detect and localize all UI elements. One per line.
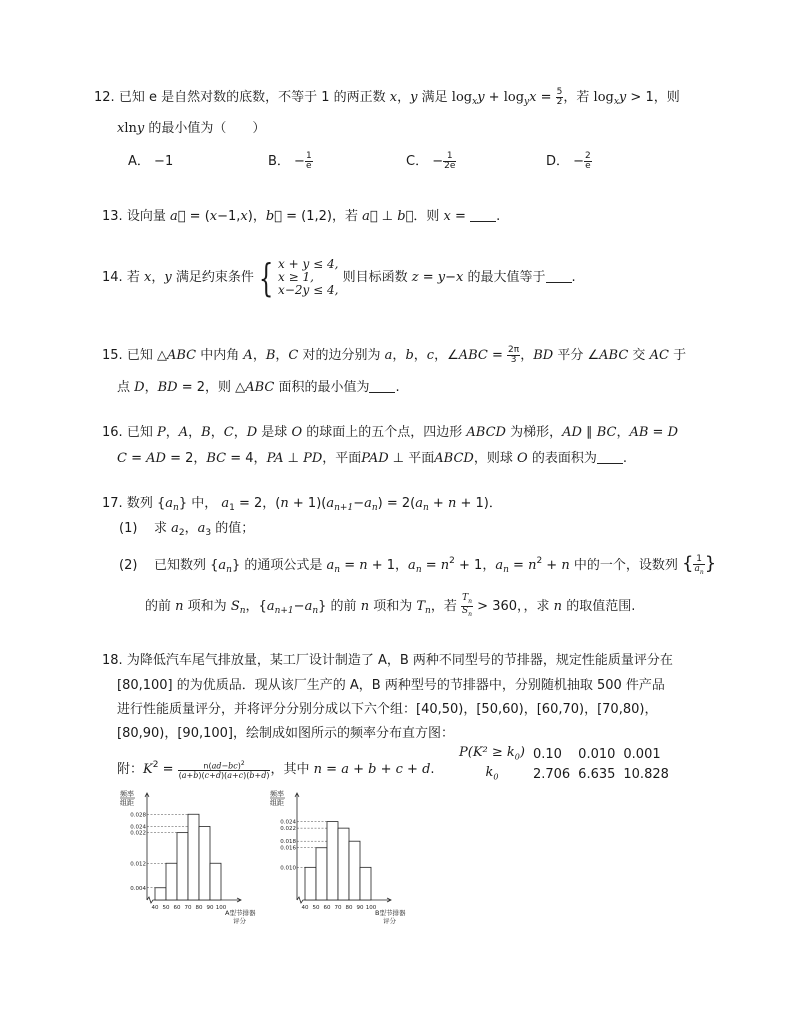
q12-option-a[interactable]: A． −1 (128, 154, 174, 169)
histogram-b (262, 787, 422, 937)
x-tick-label: 80 (195, 905, 203, 911)
y-tick-label: 0.018 (280, 839, 296, 846)
q14-constraints: x + y ≤ 4, x ≥ 1, x−2y ≤ 4, (278, 257, 339, 297)
x-tick-label: 90 (206, 905, 214, 911)
y-tick-label: 0.010 (280, 865, 296, 872)
x-label-bottom: 评分 (233, 917, 246, 925)
x-tick-label: 40 (151, 905, 159, 911)
histogram-bar (166, 863, 177, 900)
q14-number: 14. (102, 270, 123, 285)
q15-line1: 15. 已知 △ABC 中内角 A，B，C 对的边分别为 a，b，c，∠ABC = $\frac{2\pi}{3}$ ，BD 平分 ∠ABC 交 AC 于 (102, 345, 687, 365)
q15-line2: 点 D，BD = 2，则 △ABC 面积的最小值为 . (117, 380, 400, 395)
y-tick-label: 0.024 (130, 824, 146, 831)
histogram-bar (177, 833, 188, 900)
q16-line2: C = AD = 2，BC = 4，PA ⊥ PD，平面PAD ⊥ 平面ABCD，则球 O 的表面积为 . (117, 451, 627, 466)
q16-answer-blank[interactable] (597, 451, 623, 464)
q18-line1: 18. 为降低汽车尾气排放量，某工厂设计制造了 A，B 两种不同型号的节排器，规定性能质量评分在 (102, 653, 673, 668)
q15-answer-blank[interactable] (369, 380, 395, 393)
x-tick-label: 60 (323, 905, 331, 911)
q18-line2: [80,100] 的为优质品．现从该厂生产的 A，B 两种型号的节排器中，分别随机抽取 500 件产品 (117, 678, 665, 693)
x-tick-label: 100 (215, 905, 227, 911)
histogram-bar (199, 827, 210, 901)
q17-part2: (2) 已知数列 $\{a_n\}$ 的通项公式是 $a_n = n + 1$，$a_n = n^2 + 1$，$a_n = n^2 + n$ 中的一个，设数列 { $\frac{1}{a_n}$ } (119, 553, 717, 576)
y-tick-label: 0.016 (280, 845, 296, 852)
y-tick-label: 0.022 (130, 830, 146, 837)
q12-text-a: 已知 e 是自然对数的底数，不等于 1 的两正数 (118, 90, 386, 105)
y-tick-label: 0.022 (280, 826, 296, 833)
q14-line: 14. 若 x，y 满足约束条件 { x + y ≤ 4, x ≥ 1, x−2y ≤ 4, 则目标函数 z = y−x 的最大值等于 . (102, 255, 576, 300)
x-tick-label: 90 (356, 905, 364, 911)
x-tick-label: 70 (334, 905, 342, 911)
histogram-bar (349, 841, 360, 900)
x-label-top: A型节排器 (225, 909, 256, 917)
q13-answer-blank[interactable] (470, 209, 496, 222)
histogram-bar (188, 814, 199, 900)
y-label-top: 频率 (270, 790, 284, 798)
x-tick-label: 50 (162, 905, 170, 911)
q12-line2: xlny 的最小值为（ ） (117, 121, 266, 136)
x-tick-label: 60 (173, 905, 181, 911)
q12-option-d[interactable]: D． − $\frac{2}{e}$ (546, 151, 591, 171)
q13-line: 13. 设向量 a⃗ = (x−1,x)，b⃗ = (1,2)，若 a⃗ ⊥ b⃗．则 x = . (102, 209, 501, 224)
histogram-bar (305, 867, 316, 900)
y-label-bottom: 组距 (270, 799, 284, 807)
q12-number: 12. (94, 90, 115, 105)
q12-frac-5-2: $\frac{5}{2}$ (556, 87, 563, 107)
x-tick-label: 40 (301, 905, 309, 911)
x-tick-label: 70 (184, 905, 192, 911)
k-squared-table: $P(K^2 \ge k_0)$ 0.10 0.010 0.001 $k_0$ 2.706 6.635 10.828 (459, 745, 669, 782)
histogram-bar (338, 828, 349, 900)
q18-formula-line: 附：$K^2$ = $\frac{n(ad-bc)^2}{(a+b)(c+d)(a+c)(b+d)}$ ，其中 n = a + b + c + d. (117, 759, 435, 781)
q16-number: 16. (102, 425, 123, 440)
q18-line4: [80,90)，[90,100]，绘制成如图所示的频率分布直方图： (117, 726, 454, 741)
q17-number: 17. (102, 496, 123, 511)
y-tick-label: 0.012 (130, 861, 146, 868)
q17-line3: 的前 n 项和为 $S_n$，$\{a_{n+1}-a_n\}$ 的前 n 项和为 $T_n$，若 $\frac{T_n}{S_n}$ > 360，，求 n 的取值范围. (145, 593, 636, 618)
histogram-bar (316, 848, 327, 900)
x-tick-label: 80 (345, 905, 353, 911)
q13-number: 13. (102, 209, 123, 224)
y-tick-label: 0.024 (280, 819, 296, 826)
q17-line1: 17. 数列 $\{a_n\}$ 中， $a_1 = 2$，$(n + 1)(a_{n+1}-a_n) = 2(a_n + n + 1)$． (102, 496, 502, 513)
histogram-bar (327, 822, 338, 900)
histogram-a (112, 787, 272, 937)
y-tick-label: 0.028 (130, 812, 146, 819)
y-tick-label: 0.004 (130, 885, 146, 892)
q17-part1: (1) 求 $a_2$，$a_3$ 的值； (119, 521, 255, 538)
x-label-top: B型节排器 (375, 909, 406, 917)
q15-number: 15. (102, 348, 123, 363)
q12-line1: 12. 已知 e 是自然对数的底数，不等于 1 的两正数 x，y 满足 $\log_xy + \log_yx$ = $\frac{5}{2}$ ，若 $\log_xy > 1$，则 (94, 87, 680, 107)
q12-option-b[interactable]: B． − $\frac{1}{e}$ (268, 151, 312, 171)
histogram-bar (155, 888, 166, 900)
q18-number: 18. (102, 653, 123, 668)
x-tick-label: 50 (312, 905, 320, 911)
histogram-bar (360, 867, 371, 900)
y-label-top: 频率 (120, 790, 134, 798)
x-tick-label: 100 (365, 905, 377, 911)
histogram-bar (210, 863, 221, 900)
q14-answer-blank[interactable] (546, 270, 572, 283)
q18-line3: 进行性能质量评分，并将评分分别分成以下六个组：[40,50)，[50,60)，[60,70)，[70,80)， (117, 702, 658, 717)
x-label-bottom: 评分 (383, 917, 396, 925)
q12-option-c[interactable]: C． − $\frac{1}{2e}$ (406, 151, 456, 171)
y-label-bottom: 组距 (120, 799, 134, 807)
q16-line1: 16. 已知 P，A，B，C，D 是球 O 的球面上的五个点，四边形 ABCD 为梯形，AD ∥ BC，AB = D (102, 425, 679, 440)
